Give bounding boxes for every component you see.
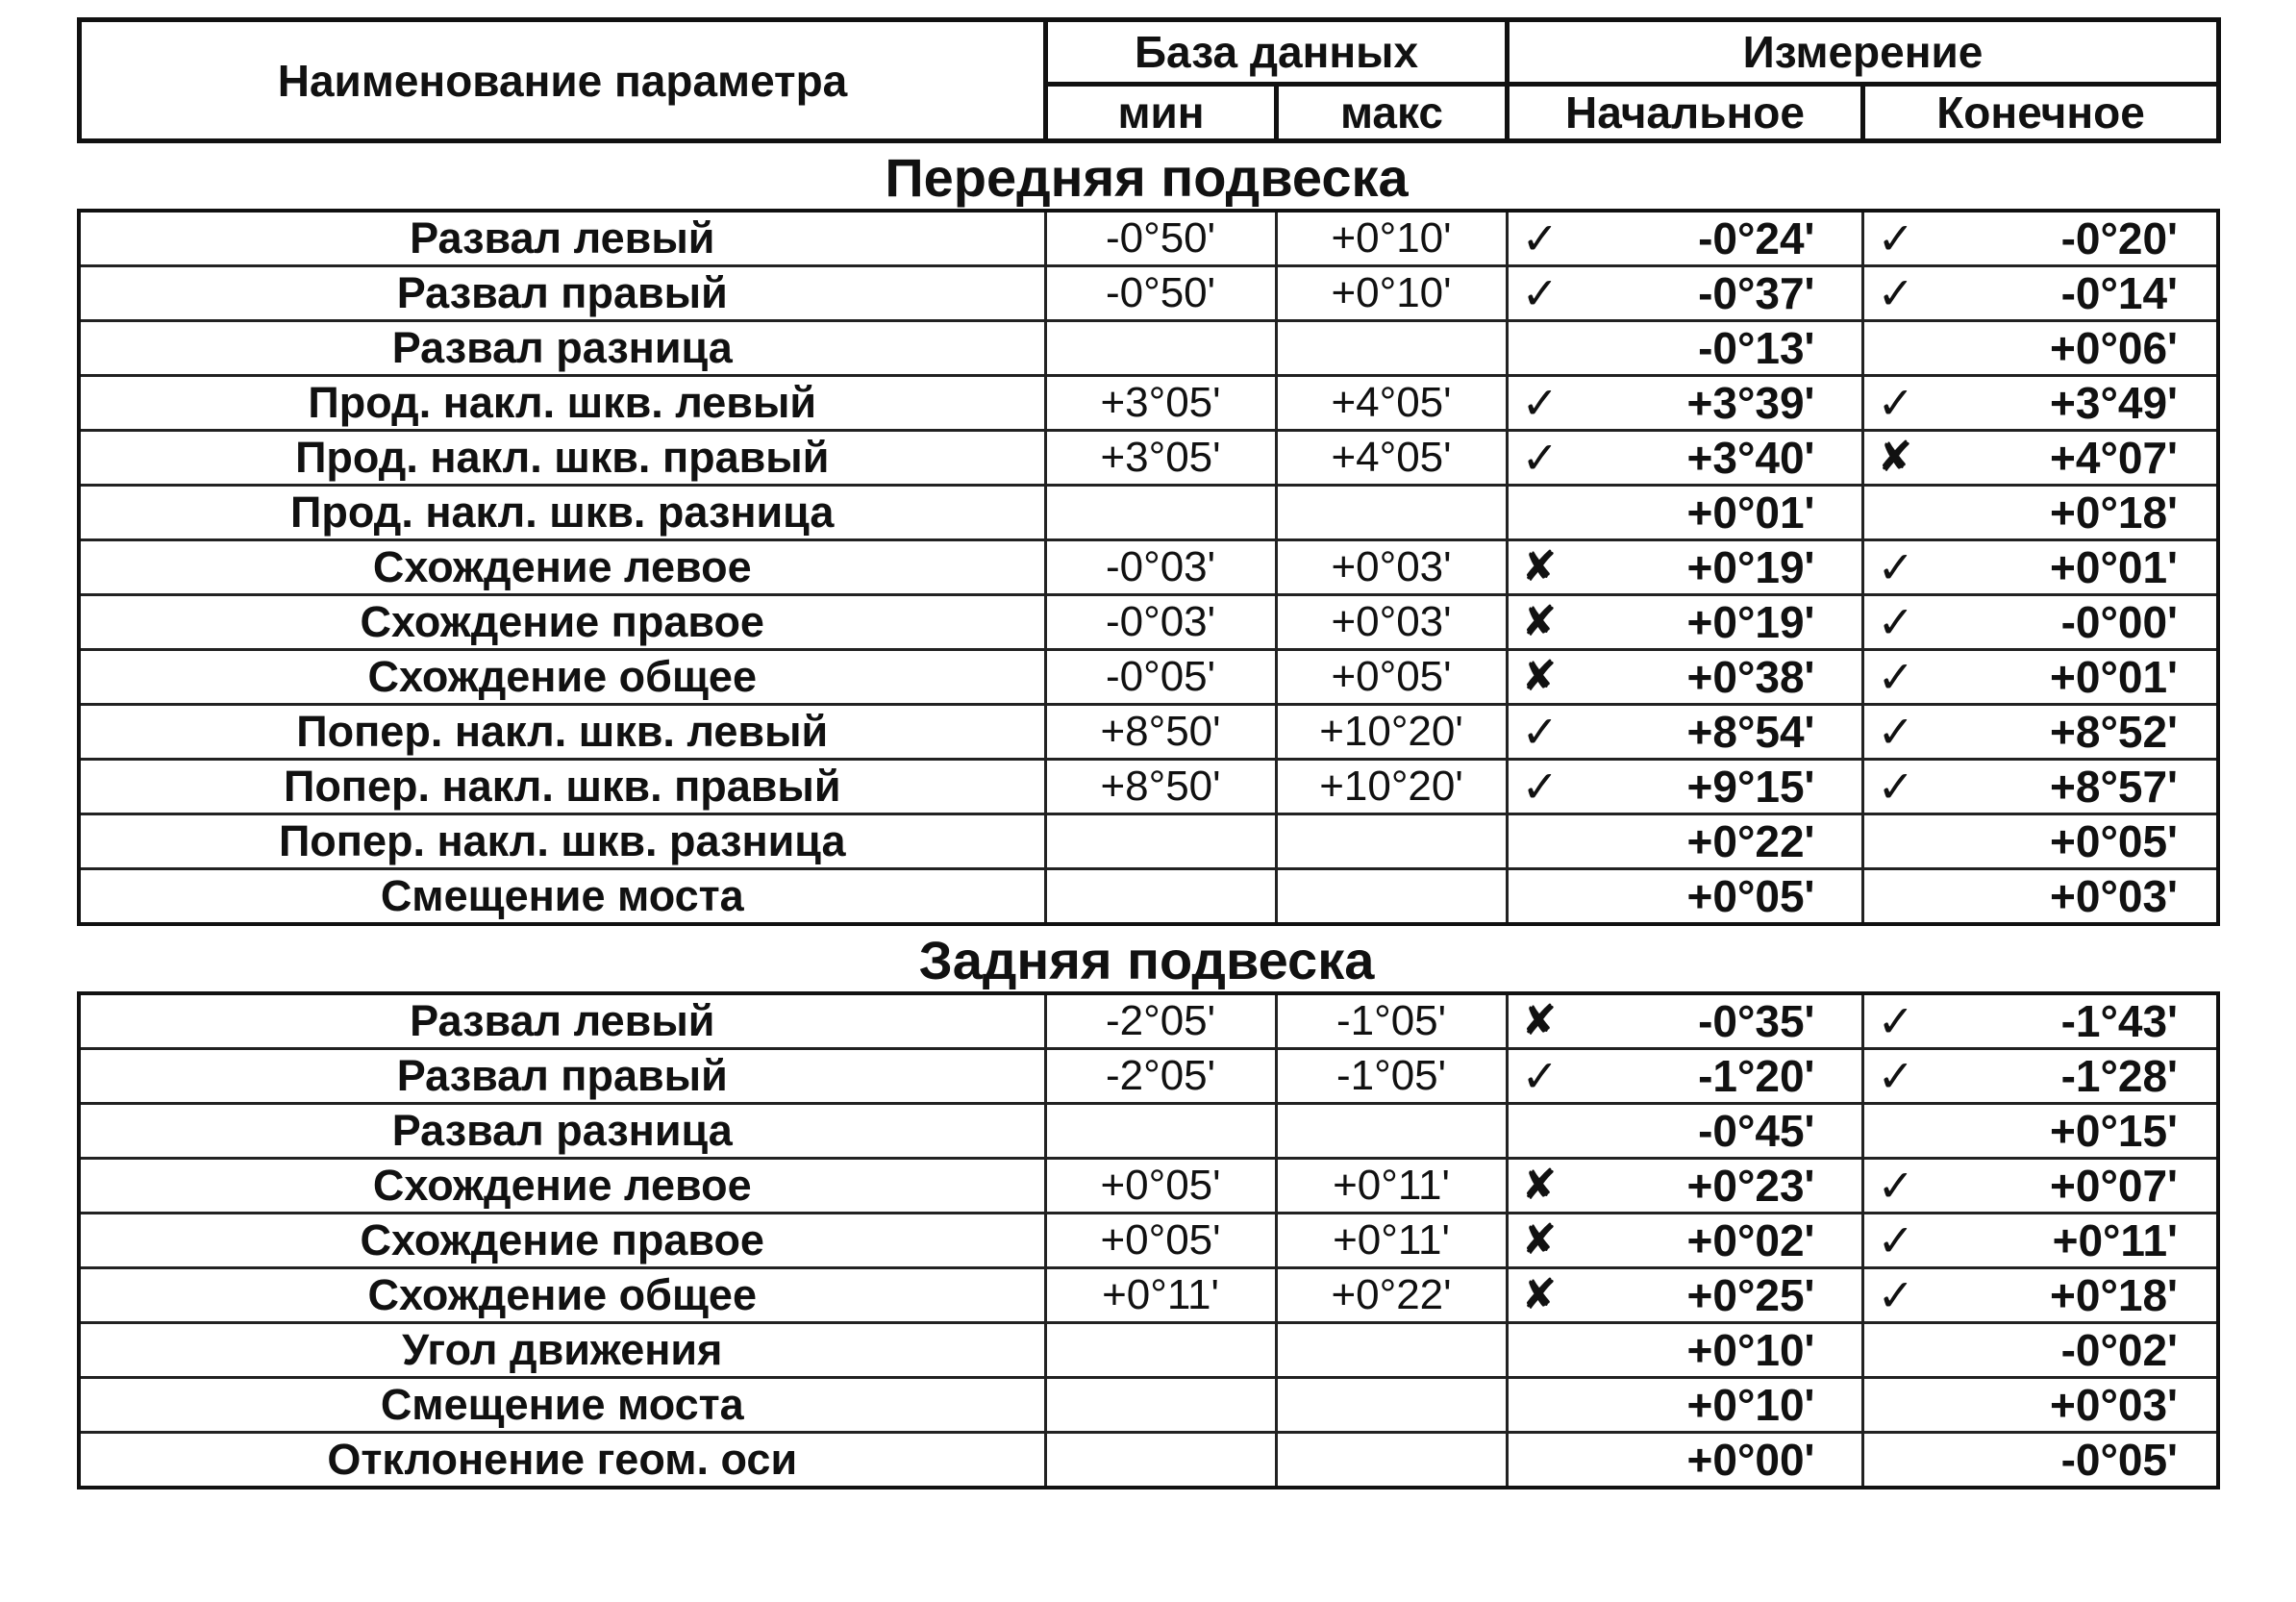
checkmark-icon: ✓ [1521,762,1560,812]
initial-measurement-cell [1507,705,1862,760]
max-value [1276,1433,1507,1489]
checkmark-icon: ✓ [1521,1051,1560,1101]
parameter-name: Развал правый [79,1049,1045,1104]
cross-icon: ✘ [1521,598,1558,645]
checkmark-icon: ✓ [1521,378,1560,428]
table-row [79,321,2218,376]
initial-measurement-cell [1507,1214,1862,1268]
parameter-name-header: Наименование параметра [80,20,1046,141]
final-value: +4°07' [2050,433,2178,483]
table-row [79,1378,2218,1433]
final-measurement-cell [1862,1323,2218,1378]
initial-value: -0°37' [1698,268,1815,318]
initial-measurement-cell [1507,431,1862,486]
final-value: -0°00' [2060,597,2178,647]
checkmark-icon: ✓ [1877,597,1915,647]
final-measurement-cell [1862,431,2218,486]
final-value: -1°28' [2060,1051,2178,1101]
initial-value: +0°05' [1686,871,1815,921]
cross-icon: ✘ [1521,997,1558,1044]
final-measurement-cell [1862,650,2218,705]
min-value: -0°50' [1045,266,1276,321]
max-value: +4°05' [1276,376,1507,431]
min-value: -0°50' [1045,211,1276,266]
header-table [77,17,2221,143]
min-value [1045,1433,1276,1489]
cross-icon: ✘ [1521,1162,1558,1209]
table-row [79,1268,2218,1323]
initial-value: +0°02' [1686,1215,1815,1265]
initial-value: +0°10' [1686,1325,1815,1375]
max-value: -1°05' [1276,1049,1507,1104]
initial-value: -0°13' [1698,323,1815,373]
table-row [79,1104,2218,1159]
initial-measurement-cell [1507,1433,1862,1489]
max-value: +0°05' [1276,650,1507,705]
table-row [79,760,2218,814]
min-value [1045,321,1276,376]
min-value: -0°03' [1045,595,1276,650]
table-row [79,266,2218,321]
initial-value: -0°24' [1698,213,1815,263]
sections-container [77,147,2216,1489]
final-value: +0°07' [2050,1161,2178,1211]
max-value: +0°03' [1276,595,1507,650]
initial-value: +0°25' [1686,1270,1815,1320]
checkmark-icon: ✓ [1877,542,1915,592]
parameter-name: Прод. накл. шкв. левый [79,376,1045,431]
parameter-name: Смещение моста [79,869,1045,925]
table-row [79,1214,2218,1268]
initial-measurement-cell [1507,1323,1862,1378]
final-value: +0°15' [2050,1106,2178,1156]
min-header: мин [1046,85,1277,141]
max-value: +0°11' [1276,1214,1507,1268]
initial-value: +0°19' [1686,542,1815,592]
final-value: +0°06' [2050,323,2178,373]
table-row [79,869,2218,925]
checkmark-icon: ✓ [1877,213,1915,263]
parameter-name: Прод. накл. шкв. разница [79,486,1045,540]
table-row [79,1323,2218,1378]
final-value: +0°03' [2050,871,2178,921]
max-value: +0°11' [1276,1159,1507,1214]
parameter-name: Развал левый [79,993,1045,1049]
final-measurement-cell [1862,376,2218,431]
max-value [1276,321,1507,376]
cross-icon: ✘ [1521,543,1558,590]
final-measurement-cell [1862,486,2218,540]
max-value: +0°03' [1276,540,1507,595]
checkmark-icon: ✓ [1877,1270,1915,1320]
initial-measurement-cell [1507,595,1862,650]
table-row [79,1159,2218,1214]
cross-icon: ✘ [1521,1271,1558,1318]
checkmark-icon: ✓ [1877,268,1915,318]
final-measurement-cell [1862,1433,2218,1489]
parameter-name: Угол движения [79,1323,1045,1378]
min-value: -0°05' [1045,650,1276,705]
min-value [1045,1378,1276,1433]
min-value: -0°03' [1045,540,1276,595]
initial-measurement-cell [1507,1049,1862,1104]
max-header: макс [1277,85,1508,141]
min-value: +3°05' [1045,431,1276,486]
min-value: -2°05' [1045,993,1276,1049]
min-value [1045,869,1276,925]
final-value: +0°11' [2052,1215,2178,1265]
parameter-name: Отклонение геом. оси [79,1433,1045,1489]
min-value [1045,814,1276,869]
initial-measurement-cell [1507,266,1862,321]
parameter-name: Схождение левое [79,1159,1045,1214]
initial-value: -0°35' [1698,996,1815,1046]
initial-value: +0°01' [1686,488,1815,538]
initial-measurement-cell [1507,1268,1862,1323]
max-value [1276,869,1507,925]
table-row [79,993,2218,1049]
max-value: -1°05' [1276,993,1507,1049]
checkmark-icon: ✓ [1877,1215,1915,1265]
rear-suspension-title: Задняя подвеска [918,930,1375,990]
min-value: +0°11' [1045,1268,1276,1323]
final-measurement-cell [1862,1378,2218,1433]
final-measurement-cell [1862,760,2218,814]
parameter-name: Схождение общее [79,650,1045,705]
max-value [1276,486,1507,540]
initial-value: +0°38' [1686,652,1815,702]
initial-value: +3°40' [1686,433,1815,483]
max-value: +0°22' [1276,1268,1507,1323]
parameter-name: Схождение правое [79,595,1045,650]
table-row [79,211,2218,266]
max-value: +0°10' [1276,266,1507,321]
final-value: -0°14' [2060,268,2178,318]
final-measurement-cell [1862,993,2218,1049]
parameter-name: Попер. накл. шкв. левый [79,705,1045,760]
final-value: -1°43' [2060,996,2178,1046]
final-measurement-cell [1862,1104,2218,1159]
table-row [79,814,2218,869]
table-row [79,595,2218,650]
max-value: +10°20' [1276,705,1507,760]
min-value: -2°05' [1045,1049,1276,1104]
initial-value: +9°15' [1686,762,1815,812]
initial-measurement-cell [1507,1159,1862,1214]
checkmark-icon: ✓ [1877,378,1915,428]
table-row [79,1433,2218,1489]
final-measurement-cell [1862,1214,2218,1268]
final-value: +0°05' [2050,816,2178,866]
initial-value: -1°20' [1698,1051,1815,1101]
final-value: +0°03' [2050,1380,2178,1430]
min-value: +3°05' [1045,376,1276,431]
parameter-name: Схождение правое [79,1214,1045,1268]
initial-measurement-cell [1507,869,1862,925]
final-measurement-cell [1862,814,2218,869]
final-measurement-cell [1862,540,2218,595]
checkmark-icon: ✓ [1521,433,1560,483]
table-row [79,540,2218,595]
max-value [1276,1104,1507,1159]
front-suspension-table [77,209,2220,926]
initial-value: +8°54' [1686,707,1815,757]
parameter-name: Схождение общее [79,1268,1045,1323]
header-row-1 [80,20,2219,85]
checkmark-icon: ✓ [1521,213,1560,263]
parameter-name: Развал левый [79,211,1045,266]
parameter-name: Прод. накл. шкв. правый [79,431,1045,486]
final-measurement-cell [1862,1049,2218,1104]
min-value [1045,486,1276,540]
final-value: +0°18' [2050,488,2178,538]
checkmark-icon: ✓ [1877,1051,1915,1101]
final-measurement-cell [1862,705,2218,760]
final-value: +0°18' [2050,1270,2178,1320]
final-measurement-cell [1862,211,2218,266]
final-measurement-cell [1862,266,2218,321]
initial-measurement-cell [1507,650,1862,705]
final-value: -0°02' [2060,1325,2178,1375]
min-value: +8°50' [1045,705,1276,760]
alignment-report [77,17,2216,1489]
database-header: База данных [1046,20,1508,85]
min-value: +8°50' [1045,760,1276,814]
final-value: +0°01' [2050,542,2178,592]
initial-value: +0°19' [1686,597,1815,647]
initial-header: Начальное [1508,85,1863,141]
initial-value: -0°45' [1698,1106,1815,1156]
min-value [1045,1323,1276,1378]
front-suspension-title: Передняя подвеска [885,147,1409,208]
max-value: +10°20' [1276,760,1507,814]
final-value: +8°57' [2050,762,2178,812]
initial-value: +3°39' [1686,378,1815,428]
checkmark-icon: ✓ [1877,707,1915,757]
initial-measurement-cell [1507,211,1862,266]
final-measurement-cell [1862,869,2218,925]
initial-value: +0°00' [1686,1435,1815,1485]
min-value: +0°05' [1045,1214,1276,1268]
table-row [79,650,2218,705]
cross-icon: ✘ [1877,434,1913,481]
initial-measurement-cell [1507,814,1862,869]
checkmark-icon: ✓ [1521,268,1560,318]
checkmark-icon: ✓ [1521,707,1560,757]
checkmark-icon: ✓ [1877,762,1915,812]
final-measurement-cell [1862,321,2218,376]
final-value: -0°20' [2060,213,2178,263]
max-value [1276,814,1507,869]
final-value: +3°49' [2050,378,2178,428]
parameter-name: Развал правый [79,266,1045,321]
final-measurement-cell [1862,1268,2218,1323]
rear-suspension-table [77,991,2220,1489]
initial-value: +0°23' [1686,1161,1815,1211]
initial-value: +0°10' [1686,1380,1815,1430]
measurement-header: Измерение [1508,20,2219,85]
initial-measurement-cell [1507,760,1862,814]
initial-measurement-cell [1507,376,1862,431]
initial-measurement-cell [1507,1378,1862,1433]
initial-value: +0°22' [1686,816,1815,866]
checkmark-icon: ✓ [1877,1161,1915,1211]
final-value: +8°52' [2050,707,2178,757]
final-measurement-cell [1862,595,2218,650]
final-header: Конечное [1863,85,2219,141]
cross-icon: ✘ [1521,653,1558,700]
max-value: +0°10' [1276,211,1507,266]
max-value: +4°05' [1276,431,1507,486]
initial-measurement-cell [1507,1104,1862,1159]
min-value: +0°05' [1045,1159,1276,1214]
table-row [79,486,2218,540]
parameter-name: Попер. накл. шкв. разница [79,814,1045,869]
initial-measurement-cell [1507,993,1862,1049]
final-value: -0°05' [2060,1435,2178,1485]
max-value [1276,1323,1507,1378]
parameter-name: Попер. накл. шкв. правый [79,760,1045,814]
initial-measurement-cell [1507,321,1862,376]
table-row [79,1049,2218,1104]
initial-measurement-cell [1507,486,1862,540]
final-value: +0°01' [2050,652,2178,702]
initial-measurement-cell [1507,540,1862,595]
checkmark-icon: ✓ [1877,652,1915,702]
parameter-name: Смещение моста [79,1378,1045,1433]
table-row [79,705,2218,760]
checkmark-icon: ✓ [1877,996,1915,1046]
max-value [1276,1378,1507,1433]
table-row [79,431,2218,486]
min-value [1045,1104,1276,1159]
parameter-name: Схождение левое [79,540,1045,595]
parameter-name: Развал разница [79,1104,1045,1159]
final-measurement-cell [1862,1159,2218,1214]
cross-icon: ✘ [1521,1216,1558,1264]
table-row [79,376,2218,431]
parameter-name: Развал разница [79,321,1045,376]
